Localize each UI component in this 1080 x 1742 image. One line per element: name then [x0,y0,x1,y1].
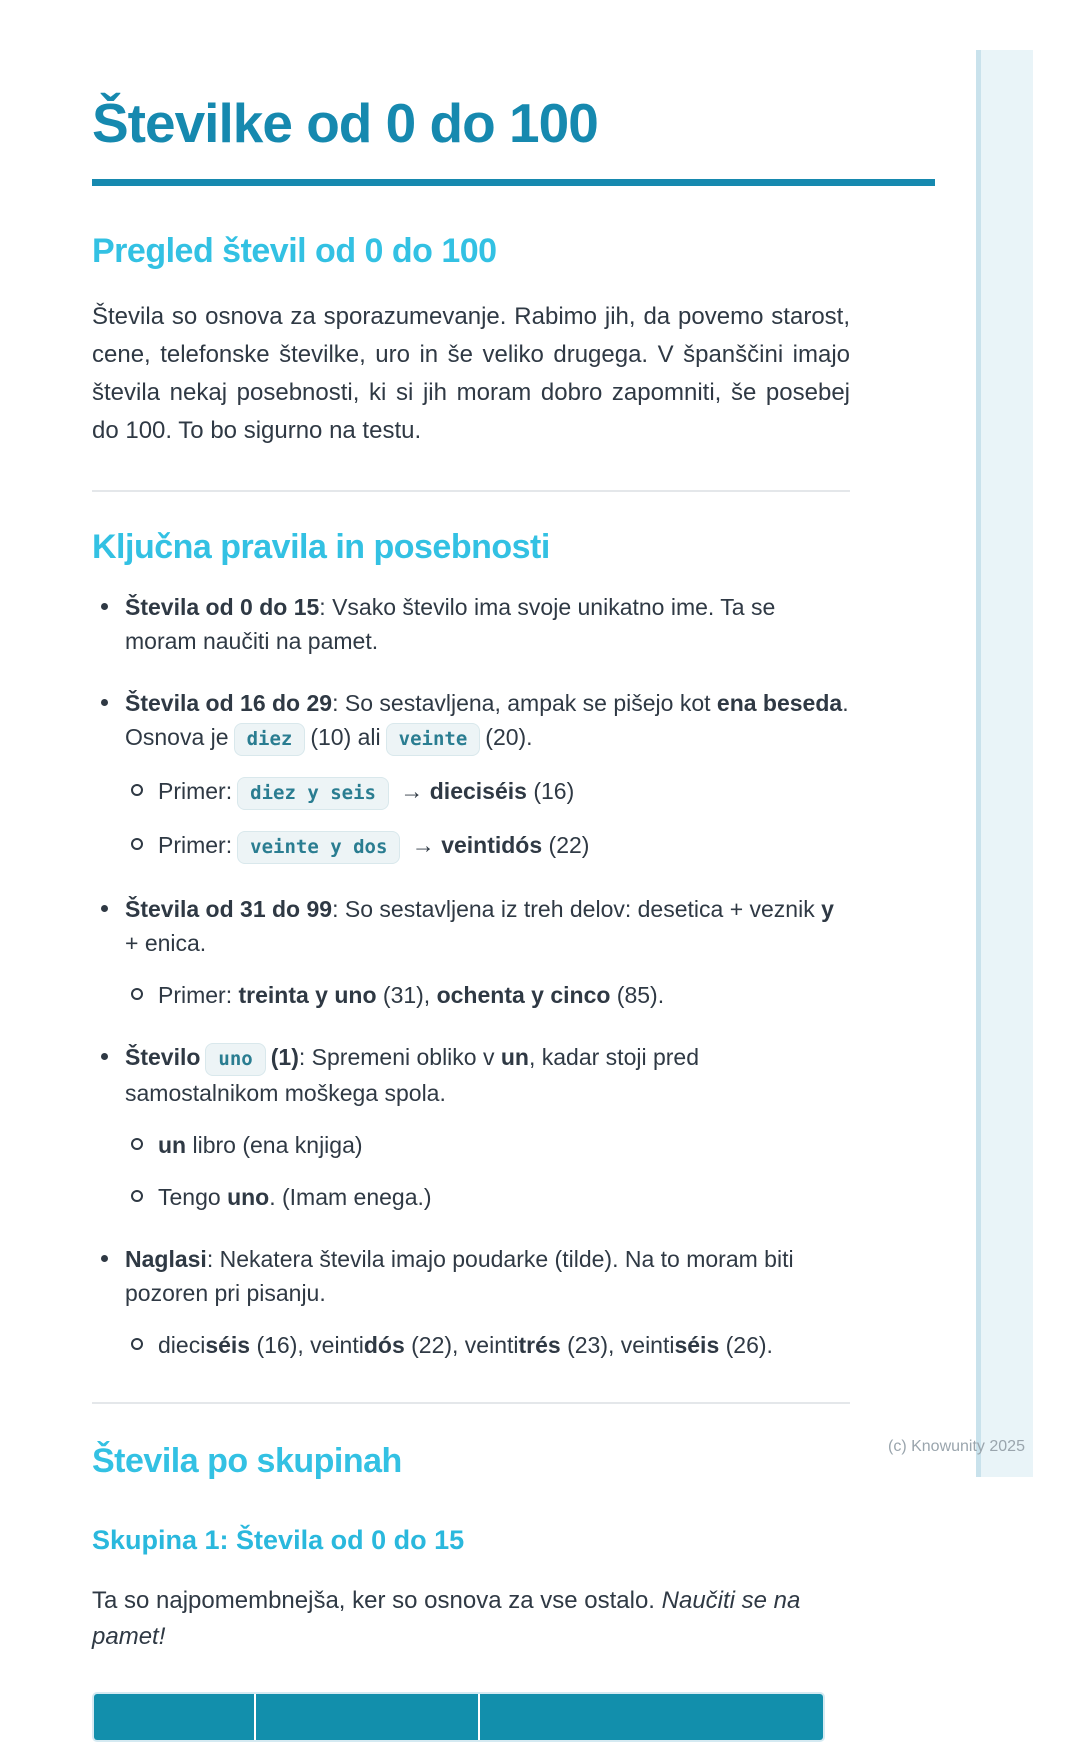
footer-credit: (c) Knowunity 2025 [888,1438,1025,1455]
rule-item: Število uno (1): Spremeni obliko v un, kadar stoji pred samostalnikom moškega spola. [92,1040,850,1110]
code-chip: veinte y dos [237,831,400,864]
rule-subitem: un libro (ena knjiga) [92,1128,850,1162]
rule-subitem: dieciséis (16), veintidós (22), veintitrés (23), veintiséis (26). [92,1328,850,1362]
table-header-cell [94,1694,254,1740]
section-heading-groups: Števila po skupinah [92,1442,402,1480]
rule-item: Števila od 16 do 29: So sestavljena, ampak se pišejo kot ena beseda. Osnova je diez (10) ali veinte (20). [92,686,850,756]
code-chip: diez y seis [237,777,389,810]
table-header-cell [256,1694,478,1740]
rule-item: Števila od 0 do 15: Vsako število ima svoje unikatno ime. Ta se moram naučiti na pamet. [92,590,850,658]
subsection-heading-group1: Skupina 1: Števila od 0 do 15 [92,1525,465,1555]
rules-list [92,590,850,1362]
rule-subitem: Primer: diez y seis → dieciséis (16) [92,774,850,810]
section-heading-overview: Pregled števil od 0 do 100 [92,232,497,270]
overview-paragraph: Števila so osnova za sporazumevanje. Rabimo jih, da povemo starost, cene, telefonske številke, uro in še veliko drugega. V španščini imajo števila nekaj posebnosti, ki si jih moram dobro zapomniti, še posebej do 100. To bo sigurno na testu. [92,303,850,444]
rule-subitem: Tengo uno. (Imam enega.) [92,1180,850,1214]
right-margin-panel [976,50,1033,1477]
rule-item: Naglasi: Nekatera števila imajo poudarke (tilde). Na to moram biti pozoren pri pisanju. [92,1242,850,1310]
page-title: Številke od 0 do 100 [92,92,598,154]
group1-intro-paragraph: Ta so najpomembnejša, ker so osnova za vse ostalo. Naučiti se na pamet! [92,1587,801,1650]
section-divider [92,1402,850,1404]
title-underline-rule [92,179,935,186]
code-chip: uno [205,1043,265,1076]
code-chip: veinte [386,723,481,756]
code-chip: diez [234,723,306,756]
rule-item: Števila od 31 do 99: So sestavljena iz treh delov: desetica + veznik y + enica. [92,892,850,960]
section-divider [92,490,850,492]
rule-subitem: Primer: veinte y dos → veintidós (22) [92,828,850,864]
page-content [92,0,850,1742]
table-header-cell [480,1694,823,1740]
section-heading-rules: Ključna pravila in posebnosti [92,528,550,566]
rule-subitem: Primer: treinta y uno (31), ochenta y cinco (85). [92,978,850,1012]
table-header-row [92,1692,825,1742]
